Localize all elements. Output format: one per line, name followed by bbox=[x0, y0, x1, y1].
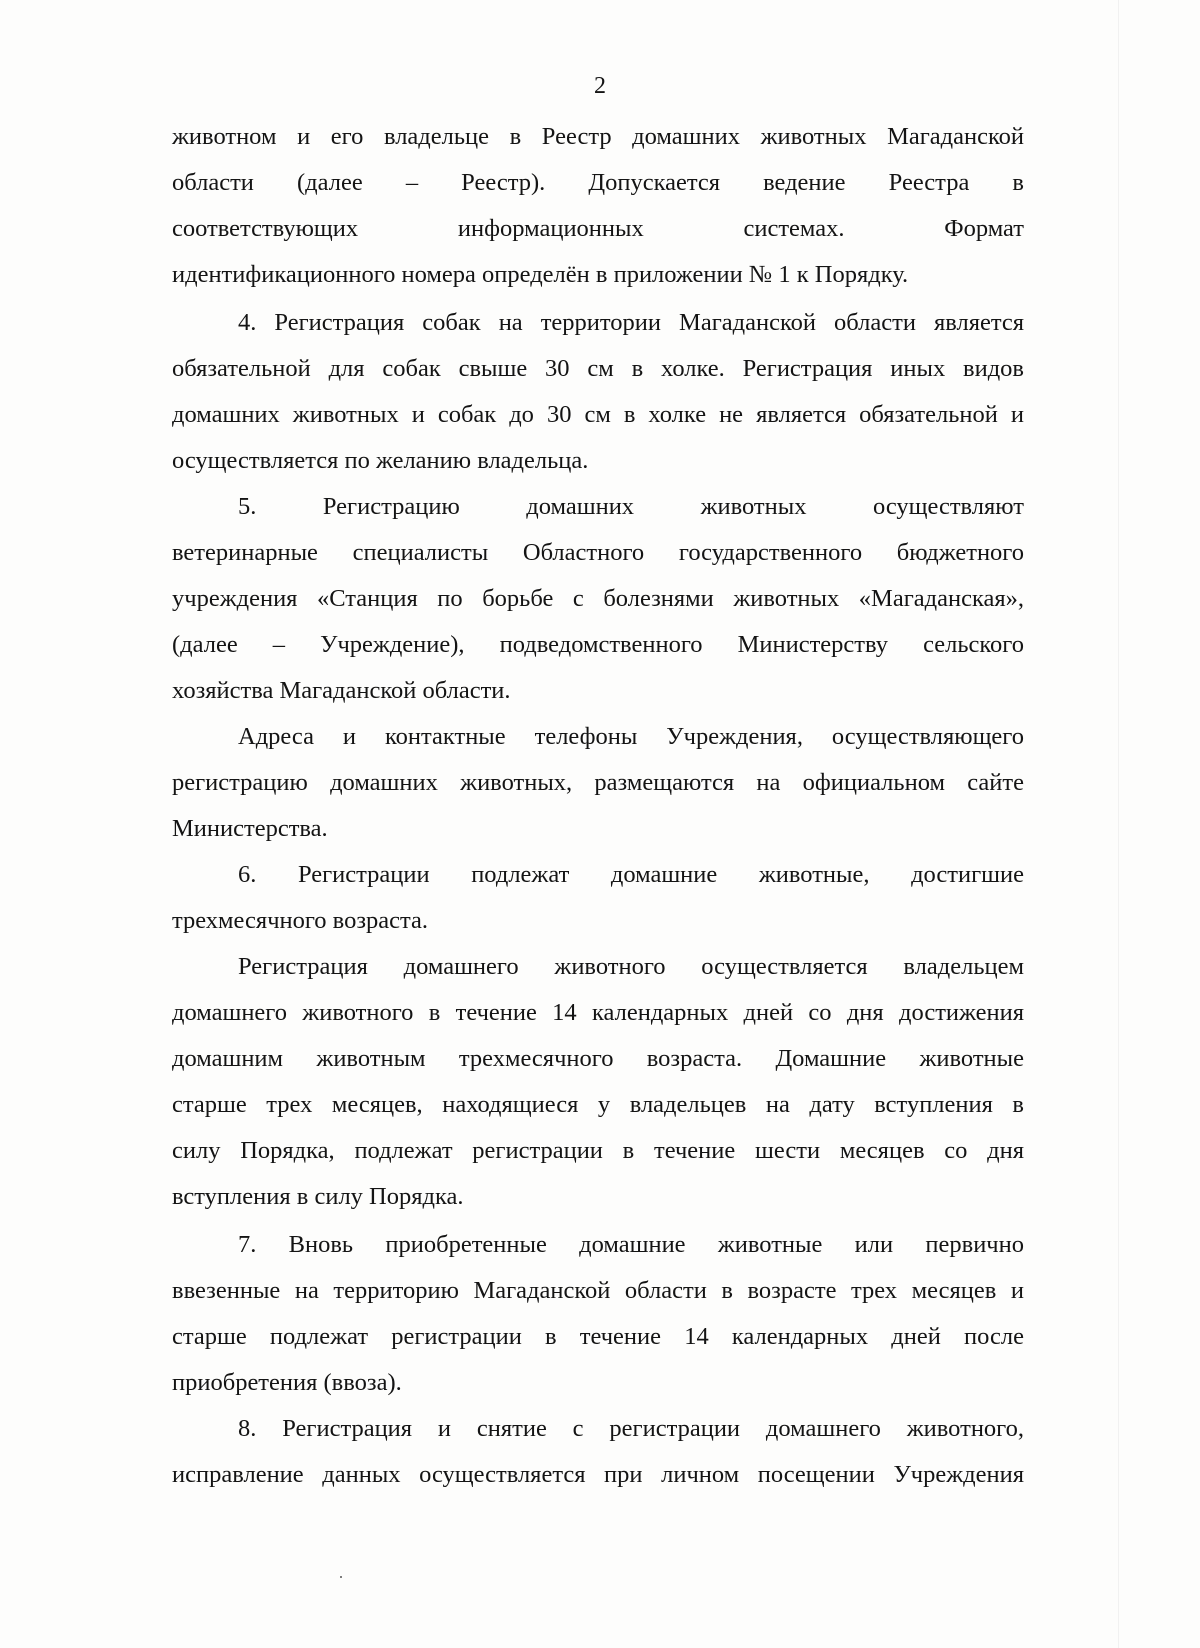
text-line: домашнего животного в течение 14 календарных дней со дня достижения bbox=[172, 999, 1024, 1026]
scan-speck bbox=[340, 1576, 342, 1578]
scan-edge-line bbox=[1118, 0, 1119, 1648]
text-line: ввезенные на территорию Магаданской области в возрасте трех месяцев и bbox=[172, 1277, 1024, 1304]
text-line: осуществляется по желанию владельца. bbox=[172, 447, 589, 474]
text-line: силу Порядка, подлежат регистрации в течение шести месяцев со дня bbox=[172, 1137, 1024, 1164]
text-line: ветеринарные специалисты Областного государственного бюджетного bbox=[172, 539, 1024, 566]
text-line: хозяйства Магаданской области. bbox=[172, 677, 511, 704]
text-line: (далее – Учреждение), подведомственного Министерству сельского bbox=[172, 631, 1024, 658]
text-line: 7. Вновь приобретенные домашние животные или первично bbox=[238, 1231, 1024, 1258]
text-line: старше трех месяцев, находящиеся у владельцев на дату вступления в bbox=[172, 1091, 1024, 1118]
text-line: учреждения «Станция по борьбе с болезнями животных «Магаданская», bbox=[172, 585, 1024, 612]
text-line: 4. Регистрация собак на территории Магаданской области является bbox=[238, 309, 1024, 336]
text-line: регистрацию домашних животных, размещаются на официальном сайте bbox=[172, 769, 1024, 796]
text-line: идентификационного номера определён в приложении № 1 к Порядку. bbox=[172, 261, 909, 288]
text-line: животном и его владельце в Реестр домашних животных Магаданской bbox=[172, 123, 1024, 150]
text-line: Адреса и контактные телефоны Учреждения, осуществляющего bbox=[238, 723, 1024, 750]
text-line: 8. Регистрация и снятие с регистрации домашнего животного, bbox=[238, 1415, 1024, 1442]
text-line: 6. Регистрации подлежат домашние животные, достигшие bbox=[238, 861, 1024, 888]
text-line: области (далее – Реестр). Допускается ведение Реестра в bbox=[172, 169, 1024, 196]
text-line: 5. Регистрацию домашних животных осуществляют bbox=[238, 493, 1024, 520]
text-line: старше подлежат регистрации в течение 14 календарных дней после bbox=[172, 1323, 1024, 1350]
text-line: исправление данных осуществляется при личном посещении Учреждения bbox=[172, 1461, 1024, 1488]
text-line: вступления в силу Порядка. bbox=[172, 1183, 464, 1210]
text-line: домашним животным трехмесячного возраста. Домашние животные bbox=[172, 1045, 1024, 1072]
text-line: Регистрация домашнего животного осуществляется владельцем bbox=[238, 953, 1024, 980]
text-line: трехмесячного возраста. bbox=[172, 907, 429, 934]
text-line: соответствующих информационных системах. Формат bbox=[172, 215, 1024, 242]
text-line: обязательной для собак свыше 30 см в холке. Регистрация иных видов bbox=[172, 355, 1024, 382]
page-number: 2 bbox=[594, 73, 606, 99]
text-line: приобретения (ввоза). bbox=[172, 1369, 402, 1396]
text-line: Министерства. bbox=[172, 815, 328, 842]
text-line: домашних животных и собак до 30 см в холке не является обязательной и bbox=[172, 401, 1024, 428]
